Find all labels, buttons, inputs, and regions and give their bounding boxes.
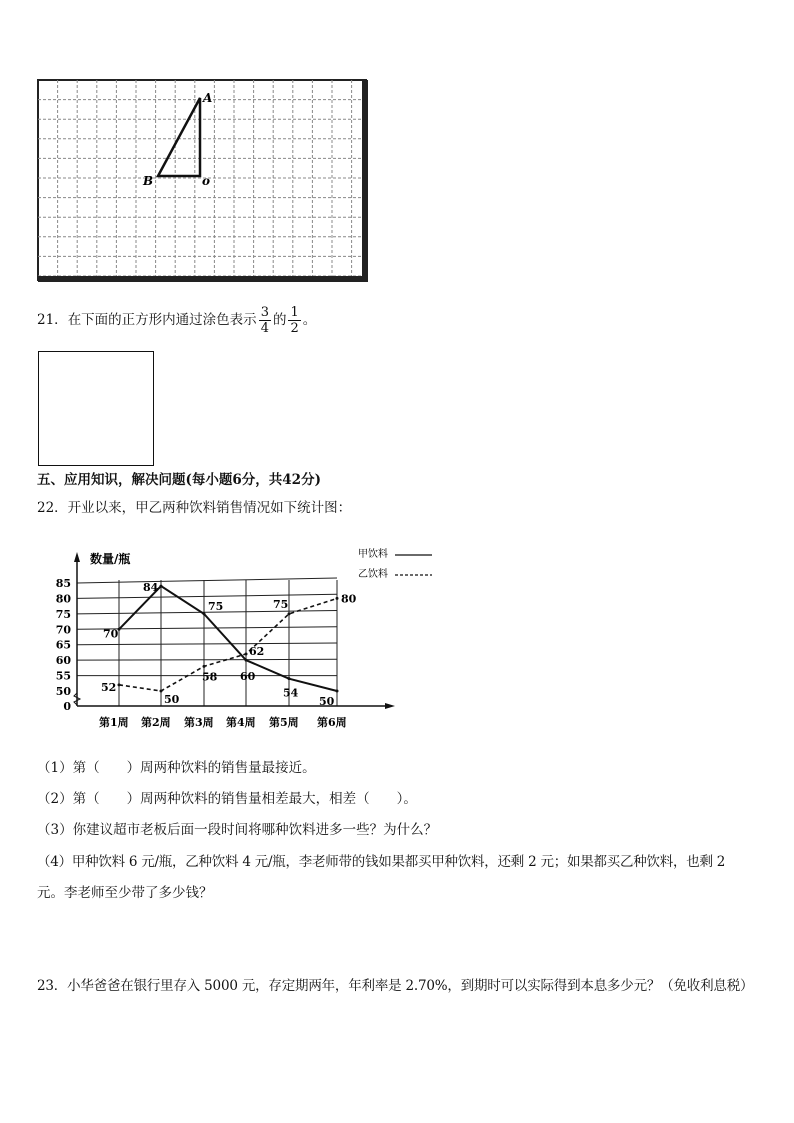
grid-right-edge (362, 80, 368, 282)
data-label: 84 (143, 581, 159, 595)
x-tick-label: 第5周 (269, 716, 299, 729)
grid-figure (36, 78, 370, 284)
data-point (336, 597, 339, 600)
question-21 (37, 303, 316, 337)
data-point (288, 677, 291, 680)
question-22-sub1: （1）第（ ）周两种饮料的销售量最接近。 (37, 760, 316, 776)
y-tick-label: 85 (55, 577, 71, 590)
question-22-intro: 22．开业以来，甲乙两种饮料销售情况如下统计图： (37, 500, 352, 516)
q21-text-mid: 的 (272, 312, 287, 328)
question-22-sub4-line1: （4）甲种饮料 6 元/瓶，乙种饮料 4 元/瓶，李老师带的钱如果都买甲种饮料，还剩 2 元；如果都买乙种饮料，也剩 2 (37, 854, 726, 870)
data-label: 75 (273, 597, 289, 611)
question-22-sub2: （2）第（ ）周两种饮料的销售量相差最大，相差（ ）。 (37, 791, 417, 807)
label-a: A (203, 91, 213, 105)
coloring-square[interactable] (38, 351, 154, 466)
q21-text-after: 。 (302, 312, 317, 328)
x-tick-label: 第2周 (141, 716, 171, 729)
label-b: B (143, 174, 154, 188)
fraction-denominator: 4 (260, 320, 269, 336)
sales-line-chart (40, 538, 440, 738)
y-axis-arrow (74, 552, 80, 562)
fraction-numerator: 1 (290, 304, 299, 320)
data-label: 58 (202, 670, 218, 684)
data-point (288, 612, 291, 615)
sales-chart (40, 538, 440, 738)
data-point (160, 690, 163, 693)
chart-legend (358, 547, 432, 580)
chart-gridline (77, 578, 337, 583)
y-tick-label: 80 (55, 592, 71, 606)
legend-label: 甲饮料 (358, 549, 388, 560)
fraction-numerator: 3 (260, 304, 269, 320)
label-o: o (202, 174, 211, 188)
chart-gridline (77, 594, 337, 598)
fraction-one-half (288, 305, 300, 336)
legend-label: 乙饮料 (358, 569, 388, 580)
data-label: 70 (103, 627, 119, 641)
data-point (203, 612, 206, 615)
y-tick-label: 55 (55, 669, 71, 683)
y-tick-label: 70 (55, 623, 71, 637)
data-label: 62 (249, 644, 265, 658)
question-22-sub3: （3）你建议超市老板后面一段时间将哪种饮料进多一些？为什么？ (37, 822, 438, 838)
question-22-sub4-line2: 元。李老师至少带了多少钱？ (37, 885, 213, 901)
data-point (118, 683, 121, 686)
data-point (160, 585, 163, 588)
chart-gridline (77, 643, 337, 645)
fraction-three-quarters (259, 305, 271, 336)
y-tick-label: 65 (55, 638, 71, 652)
data-point (203, 665, 206, 668)
x-tick-label: 第4周 (226, 716, 256, 729)
section-title: 五、应用知识，解决问题(每小题6分，共42分) (37, 472, 321, 488)
data-label: 60 (240, 670, 256, 684)
data-label: 80 (341, 592, 357, 606)
fraction-denominator: 2 (290, 320, 299, 336)
data-label: 52 (101, 680, 117, 694)
chart-series (118, 585, 339, 693)
y-tick-label: 60 (55, 654, 71, 668)
data-label: 54 (283, 686, 299, 700)
data-label: 50 (319, 695, 335, 708)
x-tick-label: 第3周 (184, 716, 214, 729)
y-axis-label: 数量/瓶 (90, 552, 131, 566)
q21-text-before: 在下面的正方形内通过涂色表示 (67, 312, 257, 328)
y-tick-label: 50 (55, 685, 71, 698)
grid-figure-svg (36, 78, 370, 284)
data-label: 50 (164, 693, 180, 706)
x-tick-label: 第6周 (317, 716, 347, 729)
data-point (336, 690, 339, 693)
data-point (245, 659, 248, 662)
data-label: 75 (208, 599, 224, 613)
x-tick-label: 第1周 (99, 716, 129, 729)
q21-number: 21． (37, 312, 68, 328)
x-axis-arrow (385, 703, 395, 709)
data-point (245, 652, 248, 655)
chart-gridline (77, 659, 337, 660)
y-tick-label: 75 (55, 607, 71, 621)
y-tick-label: 0 (63, 700, 71, 713)
grid-bottom-edge (38, 276, 368, 282)
question-23: 23．小华爸爸在银行里存入 5000 元，存定期两年，年利率是 2.70%，到期时可以实际得到本息多少元？（免收利息税） (37, 978, 754, 994)
